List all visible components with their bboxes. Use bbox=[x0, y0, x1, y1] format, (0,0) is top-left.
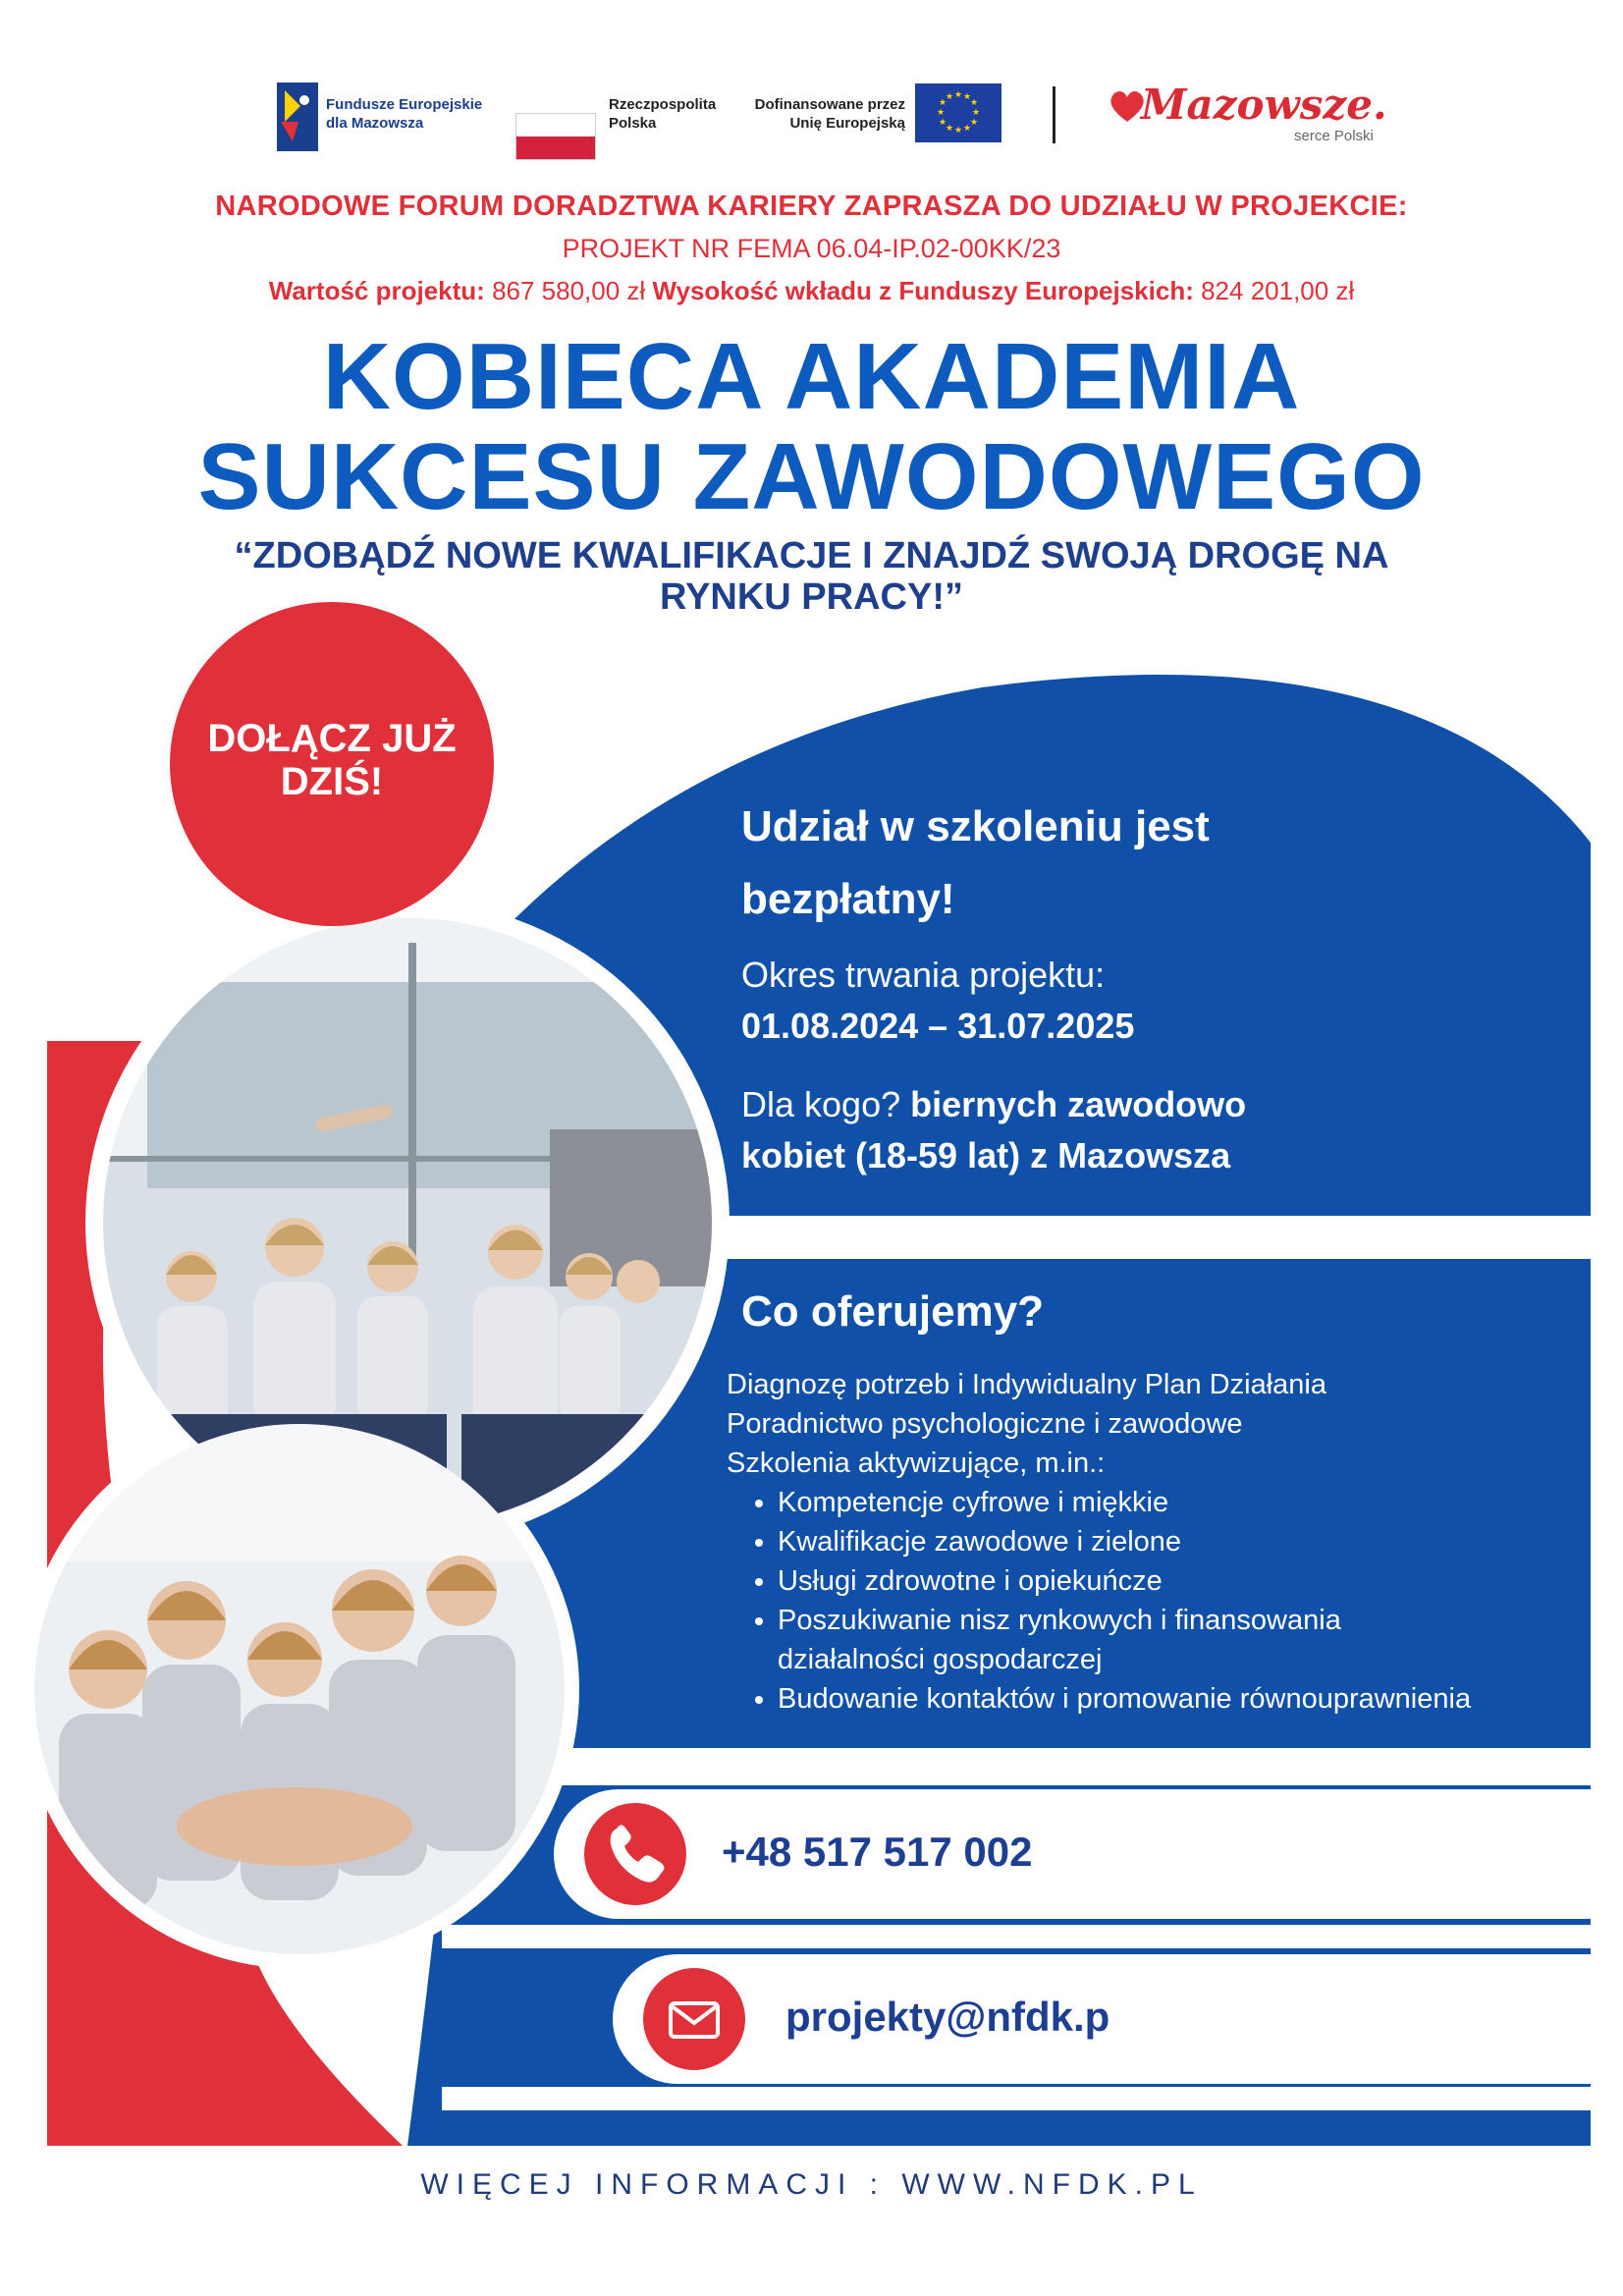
offer-line: Poradnictwo psychologiczne i zawodowe bbox=[727, 1408, 1243, 1440]
ue-line1: Dofinansowane przez bbox=[754, 96, 905, 113]
page-title-line2: SUKCESU ZAWODOWEGO bbox=[197, 424, 1426, 529]
mazowsze-tagline: serce Polski bbox=[1294, 128, 1374, 144]
eu-amount: 824 201,00 zł bbox=[1201, 276, 1355, 305]
offer-heading: Co oferujemy? bbox=[741, 1287, 1045, 1336]
fe-line2: dla Mazowsza bbox=[326, 114, 424, 132]
invite-heading: NARODOWE FORUM DORADZTWA KARIERY ZAPRASZA DO UDZIAŁU W PROJEKCIE: bbox=[215, 191, 1408, 222]
rp-line2: Polska bbox=[609, 114, 657, 132]
svg-text:★: ★ bbox=[962, 124, 972, 134]
panel-gap-1 bbox=[687, 1216, 1591, 1259]
svg-text:★: ★ bbox=[945, 124, 954, 134]
ue-line2: Unię Europejską bbox=[789, 114, 905, 132]
offer-bullet: • Poszukiwanie nisz rynkowych i finansowania działalności gospodarczej bbox=[778, 1601, 1465, 1679]
offer-block bbox=[727, 1285, 1581, 1719]
audience-value-1: biernych zawodowo bbox=[910, 1084, 1247, 1124]
audience-line bbox=[741, 1079, 1566, 1130]
svg-text:★: ★ bbox=[953, 126, 963, 136]
offer-bullet: • Budowanie kontaktów i promowanie równouprawnienia bbox=[778, 1679, 1581, 1719]
panel-gap-3 bbox=[442, 1925, 1591, 1948]
footer-stripe bbox=[47, 2146, 1591, 2152]
phone-icon-circle bbox=[584, 1803, 686, 1905]
audience-value-2: kobiet (18-59 lat) z Mazowsza bbox=[741, 1135, 1231, 1175]
svg-text:★: ★ bbox=[969, 118, 979, 128]
offer-bullet: • Kompetencje cyfrowe i miękkie bbox=[778, 1483, 1581, 1522]
panel-gap-2 bbox=[442, 1748, 1591, 1785]
svg-text:★: ★ bbox=[962, 92, 972, 102]
info-block bbox=[741, 791, 1566, 1181]
free-line1: Udział w szkoleniu jest bbox=[741, 802, 1210, 850]
eu-label: Wysokość wkładu z Funduszy Europejskich: bbox=[652, 276, 1194, 305]
audience-label: Dla kogo? bbox=[741, 1084, 901, 1124]
svg-text:★: ★ bbox=[969, 98, 979, 108]
svg-text:★: ★ bbox=[938, 118, 947, 128]
period-label: Okres trwania projektu: bbox=[741, 955, 1106, 995]
project-number: PROJEKT NR FEMA 06.04-IP.02-00KK/23 bbox=[562, 234, 1061, 263]
phone-pill bbox=[554, 1789, 1591, 1919]
email-icon-circle bbox=[643, 1968, 745, 2070]
email-address[interactable]: projekty@nfdk.p bbox=[785, 1994, 1110, 2040]
svg-text:★: ★ bbox=[945, 92, 954, 102]
svg-text:★: ★ bbox=[971, 108, 981, 118]
value-amount: 867 580,00 zł bbox=[492, 276, 646, 305]
offer-line: Diagnozę potrzeb i Indywidualny Plan Działania bbox=[727, 1369, 1326, 1400]
offer-bullet: • Usługi zdrowotne i opiekuńcze bbox=[778, 1561, 1581, 1601]
page-title-line1: KOBIECA AKADEMIA bbox=[322, 324, 1301, 429]
offer-bullet: • Kwalifikacje zawodowe i zielone bbox=[778, 1522, 1581, 1561]
offer-bullet-list bbox=[727, 1483, 1581, 1719]
fe-line1: Fundusze Europejskie bbox=[326, 96, 483, 113]
svg-text:★: ★ bbox=[953, 90, 963, 100]
value-label: Wartość projektu: bbox=[268, 276, 485, 305]
svg-text:★: ★ bbox=[936, 108, 946, 118]
cta-text bbox=[170, 717, 494, 803]
svg-text:★: ★ bbox=[938, 98, 947, 108]
offer-line: Szkolenia aktywizujące, m.in.: bbox=[727, 1448, 1106, 1479]
rp-line1: Rzeczpospolita bbox=[609, 96, 717, 113]
cta-line2: DZIŚ! bbox=[280, 760, 384, 803]
phone-number[interactable]: +48 517 517 002 bbox=[722, 1829, 1033, 1875]
slogan-line2: RYNKU PRACY!” bbox=[660, 576, 963, 618]
slogan-line1: “ZDOBĄDŹ NOWE KWALIFIKACJE I ZNAJDŹ SWOJĄ DROGĘ NA bbox=[234, 535, 1389, 576]
cta-line1: DOŁĄCZ JUŻ bbox=[207, 717, 457, 760]
mazowsze-logo-name: Mazowsze. bbox=[1141, 81, 1387, 129]
free-line2: bezpłatny! bbox=[741, 875, 955, 923]
panel-gap-4 bbox=[442, 2087, 1591, 2110]
footer-more-info[interactable]: WIĘCEJ INFORMACJI : WWW.NFDK.PL bbox=[420, 2168, 1203, 2201]
period-value: 01.08.2024 – 31.07.2025 bbox=[741, 1006, 1135, 1046]
